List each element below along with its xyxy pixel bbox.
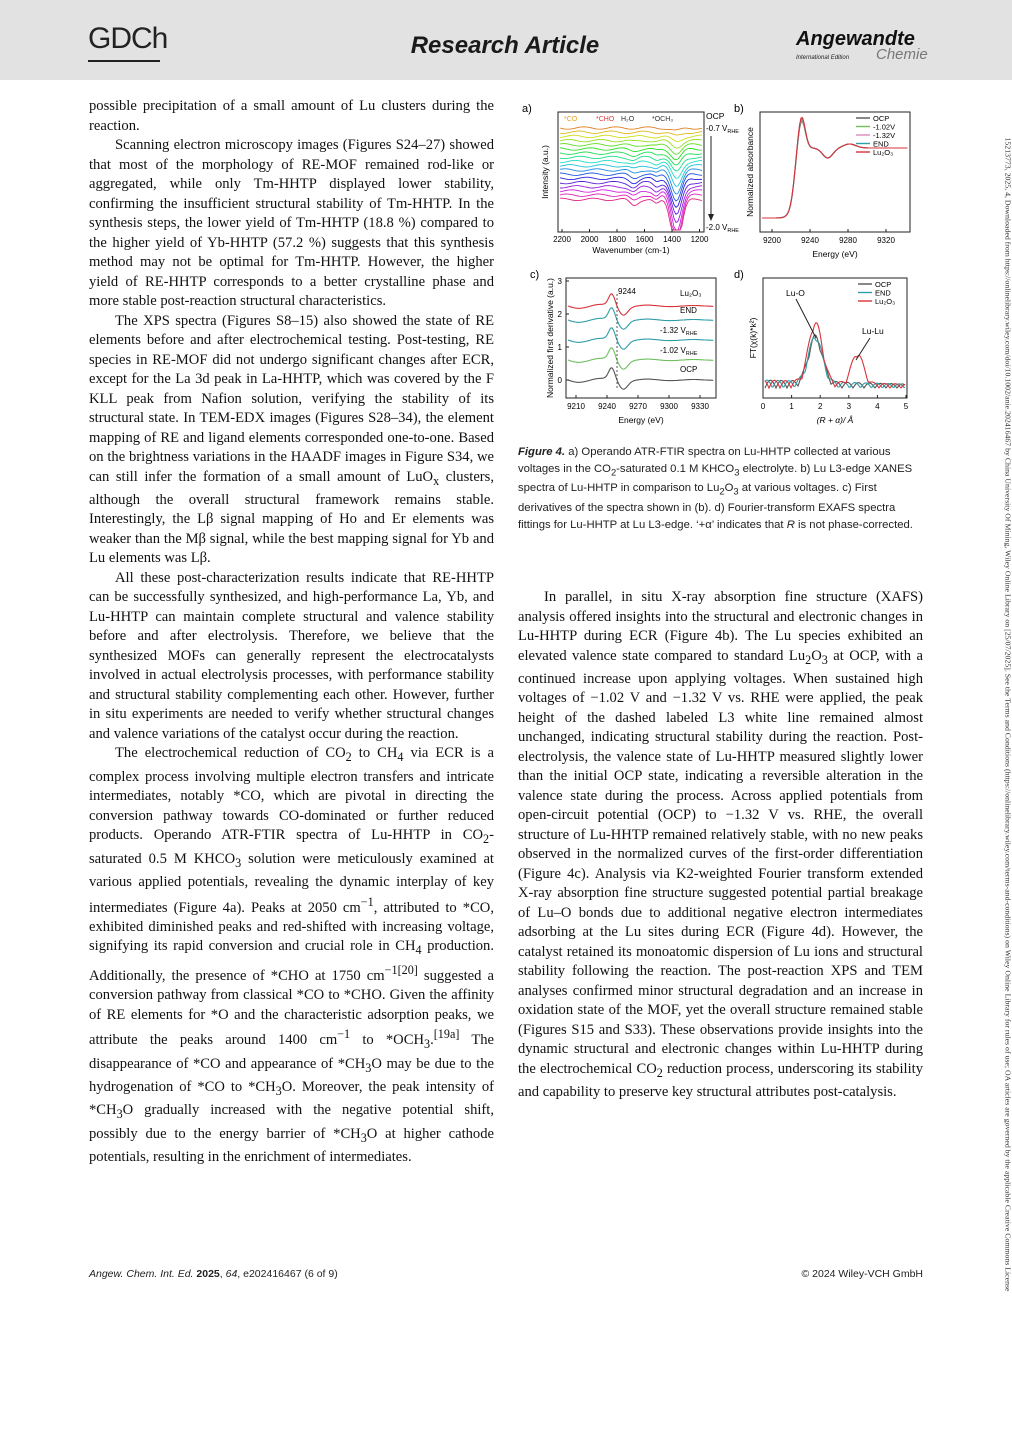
curve-label-subscript: RHE (685, 351, 698, 357)
text-run: , attributed to *CO, exhibited diminished peaks and red-shifted with increasing voltage, signifying its rapid conversion and crucial role in CH (89, 899, 494, 955)
subscript: 2 (483, 832, 490, 847)
curve-label-text: END (680, 306, 697, 315)
x-tick-label: 5 (903, 402, 909, 411)
x-tick-label: 9270 (629, 402, 647, 411)
caption-subscript: 2 (719, 485, 725, 497)
caption-text: a) Operando ATR-FTIR spectra on Lu-HHTP collected at various voltages in the CO (518, 446, 891, 475)
subscript: 2 (345, 750, 352, 765)
panel-c (530, 269, 716, 425)
text-run: O at higher cathode potentials, resulting in the enrichment of intermediates. (89, 1125, 494, 1166)
x-tick-label: 1 (789, 402, 794, 411)
caption-text: O (724, 482, 734, 495)
paragraph: possible precipitation of a small amount of Lu clusters during the reaction. (89, 98, 494, 134)
legend-label: -1.02V (873, 122, 896, 132)
spectrum-line (560, 190, 702, 230)
legend-label: Lu₂O₃ (875, 297, 896, 306)
legend-label: Lu₂O₃ (873, 148, 894, 157)
subscript: 3 (424, 1037, 431, 1052)
journal-logo-name: Angewandte (796, 28, 915, 50)
panel-d-legend (858, 280, 895, 306)
right-column (518, 588, 923, 1103)
x-tick-label: 9240 (801, 236, 819, 245)
curve-label (660, 326, 698, 337)
panel-a-label: a) (522, 103, 532, 115)
panel-c-peak-label: 9244 (618, 287, 636, 296)
footer-journal: Angew. Chem. Int. Ed. (89, 1268, 194, 1280)
superscript: [19a] (433, 1027, 460, 1042)
subscript: 4 (397, 750, 404, 765)
y-tick-label: 3 (557, 277, 562, 286)
caption-text: at various voltages. c) First derivatives of the spectra shown in (b). d) Fourier-transform EXAFS spectra fittings for Lu-HHTP at Lu L3-edge. ‘+α’ indicates that (518, 482, 896, 531)
subscript: 3 (821, 652, 828, 667)
caption-italic: R (786, 518, 795, 531)
subscript: 3 (275, 1083, 282, 1098)
panel-b-legend (856, 114, 895, 157)
journal-logo (796, 28, 936, 68)
article-type: Research Article (410, 32, 600, 59)
x-tick-label: 1200 (690, 235, 709, 244)
text-run: -saturated 0.5 M KHCO (89, 827, 494, 867)
paragraph: Scanning electron microscopy images (Figures S24–27) showed that most of the morphology of RE-MOF remained rod-like or aggregated, while only Tm-HHTP displayed lower stability, confirming the insufficient structural stability of Tm-HHTP. In the synthesis steps, the lower yield of Tm-HHTP (18.8 %) compared to the higher yield of Yb-HHTP (57.2 %) suggests that this synthesis method may not be optimal for Tm-HHTP. However, the higher yield of RE-HHTP corresponds to a better crystalline phase and more stable post-reaction structural characteristics. (89, 137, 494, 309)
legend-label: OCP (875, 280, 892, 289)
gdch-logo-underline (88, 60, 160, 62)
label-subscript: RHE (727, 228, 739, 234)
spectrum-line (560, 152, 702, 165)
curve-label (680, 306, 697, 315)
legend-label: OCP (873, 114, 890, 123)
legend-label: -1.32V (873, 131, 896, 140)
panel-c-ylabel: Normalized first derivative (a.u.) (545, 278, 555, 398)
panel-a-ylabel: Intensity (a.u.) (540, 145, 550, 199)
panel-b (734, 103, 910, 259)
y-tick-label: 2 (557, 310, 562, 319)
superscript: −1 (337, 1027, 351, 1042)
x-tick-label: 1800 (608, 235, 626, 244)
subscript: 3 (235, 855, 242, 870)
text-run: production. Additionally, the presence of *CHO at 1750 cm (89, 938, 495, 984)
panel-d-ann-luo: Lu-O (786, 288, 805, 298)
panel-b-xticks (763, 229, 895, 245)
download-side-note (1000, 0, 1012, 1432)
y-tick-label: 0 (557, 376, 562, 385)
panel-a-top-label: OCP (706, 111, 725, 121)
text-run: clusters, although the overall structural framework remains stable. Interestingly, the Lβ signal mapping of Ho and Er elements was weaker than the Mβ signal, while the best mapping signal for Yb and Lu elements was Lβ. (89, 468, 494, 567)
subscript: 3 (116, 1107, 123, 1122)
x-tick-label: 2200 (553, 235, 571, 244)
text-run: solution were meticulously examined at various applied potentials, revealing the dynamic interplay of key intermediates (Figure 4a). Peaks at 2050 cm (89, 850, 494, 916)
x-tick-label: 9210 (567, 402, 585, 411)
figure-4-caption (518, 444, 923, 534)
panel-d-ann-lulu: Lu-Lu (862, 326, 884, 336)
curve-label (680, 289, 701, 298)
text-run: suggested a conversion pathway from classical *CO to *CHO. Given the affinity of RE elements for *O and the characteristic adsorption peaks, we attribute the peaks around 1400 cm (89, 967, 494, 1049)
journal-logo-subtitle: Chemie (876, 46, 928, 63)
paragraph (89, 744, 494, 1167)
x-tick-label: 1600 (635, 235, 654, 244)
superscript: −1 (360, 894, 374, 909)
download-side-note-text: 15213773, 2025, 4, Downloaded from https://onlinelibrary.wiley.com/doi/10.1002/anie.202416467 by China University Of Mining, Wiley Online Library on [25/07/2025]. See the Terms and Conditions (https://onlinelibrary.wiley.com/terms-and-conditions) on Wiley Online Library for rules of use; OA articles are governed by the applicable Creative Commons License (1003, 137, 1012, 1292)
footer-copyright: © 2024 Wiley-VCH GmbH (801, 1268, 923, 1280)
subscript: 2 (656, 1065, 663, 1080)
text-run: O gradually increased with the negative potential shift, possibly due to the energy barrier of *CH (89, 1102, 494, 1142)
x-tick-label: 9330 (691, 402, 709, 411)
x-tick-label: 2000 (580, 235, 599, 244)
figure-4 (520, 98, 925, 436)
gdch-logo (88, 22, 167, 56)
text-run: reduction process, underscoring its stability and capability to preserve key structural attributes post-catalysis. (518, 1060, 923, 1101)
panel-d-ylabel: FT(χ(k)*k²) (748, 317, 758, 359)
x-tick-label: 9300 (660, 402, 678, 411)
panel-c-label: c) (530, 269, 540, 281)
x-tick-label: 1400 (663, 235, 681, 244)
text-run: to *OCH (350, 1032, 424, 1049)
panel-b-xlabel: Energy (eV) (812, 249, 858, 259)
caption-text: is not phase-corrected. (794, 518, 913, 531)
curve-label-text: -1.02 V (660, 346, 686, 355)
spectrum-line (560, 131, 702, 135)
panel-d-label: d) (734, 269, 744, 281)
gdch-logo-text: GDCh (88, 22, 168, 55)
panel-a-bot-label (706, 223, 739, 234)
label-text: -2.0 V (706, 223, 728, 232)
text-run: In parallel, in situ X-ray absorption fine structure (XAFS) analysis offered insights into the structural and electronic changes in Lu-HHTP during ECR (Figure 4b). The Lu species exhibited an elevated valence state compared to standard Lu (518, 589, 923, 664)
subscript: 3 (365, 1060, 372, 1075)
text-run: O may be due to the hydrogenation of *CO to *CH (89, 1055, 494, 1095)
panel-a-arrow-head (708, 214, 714, 221)
text-run: . (430, 1032, 434, 1049)
panel-c-xticks (567, 395, 709, 411)
x-tick-label: 9200 (763, 236, 781, 245)
footer-citation: Angew. Chem. Int. Ed. 2025, 64, e202416467 (6 of 9) (89, 1268, 338, 1280)
journal-logo-edition: International Edition (796, 55, 850, 61)
y-tick-label: 1 (557, 343, 562, 352)
x-tick-label: 3 (846, 402, 852, 411)
caption-label: Figure 4. (518, 446, 566, 458)
panel-a-xlabel: Wavenumber (cm-1) (592, 245, 670, 255)
subscript: 3 (360, 1130, 367, 1145)
curve-label (680, 365, 697, 374)
panel-d-curves (765, 323, 905, 388)
caption-text: electrolyte. b) Lu L3-edge XANES spectra of Lu-HHTP in comparison to Lu (518, 463, 913, 495)
curve-label-text: -1.32 V (660, 326, 686, 335)
x-tick-label: 2 (817, 402, 823, 411)
x-tick-label: 9240 (598, 402, 616, 411)
text-run: at OCP, with a continued increase upon applying voltages. When sustained high voltages of −1.02 V and −1.32 V vs. RHE were applied, the peak height of the dashed labeled L3 white line remained almost unchanged, indicating structural stability during the reaction. Post-electrolysis, the valence state of Lu-HHTP measured slightly lower than the initial OCP state, indicating a reversible alteration in the valence state during the process. Across applied potentials from open-circuit potential (OCP) to −1.32 V vs. RHE, the overall structure of Lu-HHTP remained relatively stable, with no new peaks observed in the normalized curves of the first-order differentiation (Figure 4c). Analysis via K2-weighted Fourier transform extended X-ray absorption fine structure suggested potential partial breakage of Lu–O bonds due to additional negative electron intermediates adsorbing at the Lu sites during ECR (Figure 4d). However, the catalyst retained its monoatomic dispersion of Lu ions and structural stability following the reaction. The post-reaction XPS and TEM analyses confirmed minor structural degradation and an increase in oxidation state of the MOF, yet the overall structure remained stable (Figures S15 and S33). These observations provide insights into the dynamic structural and electronic changes within Lu-HHTP during the electrochemical CO (518, 647, 924, 1077)
paragraph: All these post-characterization results indicate that RE-HHTP can be successfully synthesized, and high-performance La, Yb, and Lu-HHTP can maintain complete structural and valence stability before and after electrolysis. Therefore, we believe that the synthesized MOFs can generally represent the electrocatalysts involved in actual electrolysis processes, with performance stability and structural stability complementing each other. However, further in situ experiments are needed to verify whether structural changes and valence variations of the catalyst occur during the reaction. (89, 569, 494, 742)
caption-text: -saturated 0.1 M KHCO (616, 463, 735, 475)
footer-year: 2025 (196, 1268, 220, 1280)
exafs-curve (765, 323, 905, 388)
panel-a-spectra (560, 127, 702, 230)
panel-a-ann-h2o: H₂O (621, 116, 635, 123)
panel-c-xlabel: Energy (eV) (618, 415, 664, 425)
text-run: The disappearance of *CO and appearance of *CH (89, 1032, 495, 1072)
curve-label (660, 346, 698, 357)
panel-d (734, 269, 909, 425)
panel-a-ann-co: *CO (564, 116, 578, 123)
panel-a-ann-cho: *CHO (596, 116, 615, 123)
panel-c-curve-labels (660, 289, 701, 374)
text-run: O. Moreover, the peak intensity of *CH (89, 1078, 494, 1119)
label-text: -0.7 V (706, 124, 728, 133)
spectrum-line (560, 127, 702, 130)
panel-b-label: b) (734, 103, 744, 115)
curve-label-subscript: RHE (685, 331, 698, 337)
curve-label-text: Lu₂O₃ (680, 289, 702, 298)
exafs-curve (765, 335, 905, 388)
panel-d-luo-pointer (796, 299, 816, 338)
panel-c-yticks (558, 277, 569, 385)
x-tick-label: 9320 (877, 236, 895, 245)
legend-label: END (875, 288, 891, 298)
text-run: via ECR is a complex process involving multiple electron transfers and intricate intermediates, notably *CO, which are pivotal in directing the conversion pathway towards CO-dominated or further reduced products. Operando ATR-FTIR spectra of Lu-HHTP in CO (89, 745, 494, 844)
legend-label: END (873, 139, 889, 149)
panel-b-ylabel: Normalized absorbance (745, 127, 755, 217)
text-run: to CH (351, 745, 398, 762)
caption-subscript: 3 (734, 466, 740, 478)
spectrum-line (560, 160, 702, 178)
label-subscript: RHE (727, 129, 739, 135)
paragraph (518, 588, 923, 1103)
left-column (89, 97, 494, 1168)
spectrum-line (560, 165, 702, 187)
caption-subscript: 2 (610, 466, 617, 478)
figure-4-svg (520, 98, 925, 436)
panel-d-xticks (761, 395, 909, 411)
exafs-curve (765, 338, 905, 388)
footer-volume: 64 (225, 1268, 238, 1280)
text-run: The XPS spectra (Figures S8–15) also showed the state of RE elements before and after electrochemical testing. Post-testing, RE species in RE-MOF did not undergo significant changes after ECR, except for the La 3d peak in La-HHTP, which was covered by the F KLL peak from Nafion solution, verifying the stability of its structural state. In TEM-EDX images (Figures S28–34), the element mapping of RE and ligand elements corresponded one-to-one. Based on the brightness variations in the HAADF images in Figure S34, we can still infer the formation of a small amount of LuO (89, 312, 494, 485)
spectrum-line (560, 148, 702, 160)
subscript: 2 (805, 652, 812, 667)
x-tick-label: 4 (875, 402, 880, 411)
panel-d-lulu-pointer (856, 338, 870, 360)
x-tick-label: 0 (760, 402, 766, 411)
x-tick-label: 9280 (839, 236, 857, 245)
panel-a-xticks (553, 229, 709, 244)
footer-article: , e202416467 (6 of 9) (237, 1268, 338, 1280)
paragraph (89, 312, 494, 569)
caption-subscript: 3 (733, 485, 739, 497)
superscript: −1[20] (384, 962, 418, 977)
curve-label-text: OCP (680, 365, 698, 374)
panel-a-ann-och3: *OCH₃ (652, 116, 674, 123)
text-run: O (811, 647, 822, 664)
subscript: 4 (415, 943, 422, 958)
panel-a-mid-label (706, 124, 739, 135)
panel-a (522, 103, 739, 255)
subscript: x (433, 473, 440, 488)
panel-d-xlabel: (R + α)/ Å (816, 415, 854, 425)
text-run: The electrochemical reduction of CO (115, 745, 346, 762)
